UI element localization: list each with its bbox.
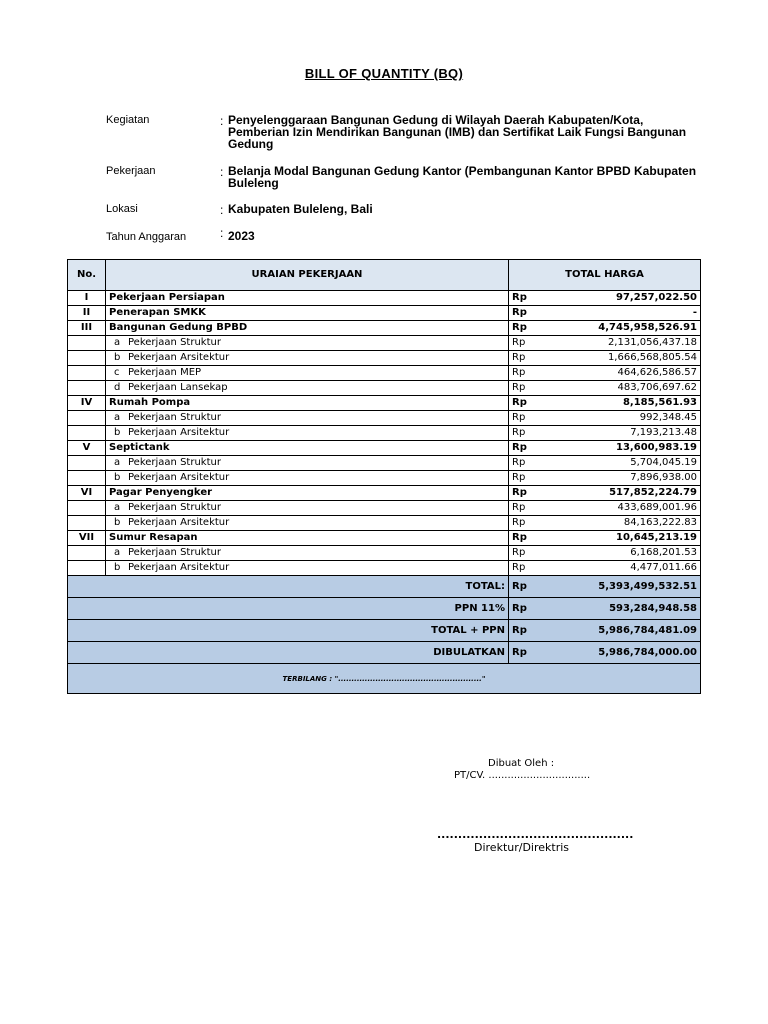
row-currency: Rp: [509, 531, 529, 546]
summary-amount: 5,393,499,532.51: [529, 576, 701, 598]
table-row: [68, 531, 701, 546]
row-letter: d: [114, 382, 121, 393]
row-description-text: Pekerjaan Persiapan: [109, 292, 225, 303]
row-currency: Rp: [509, 336, 529, 351]
row-letter: a: [114, 412, 121, 423]
row-number: [68, 366, 106, 381]
row-description: [106, 531, 509, 546]
row-description-text: Pekerjaan Struktur: [128, 412, 221, 423]
header-no: No.: [68, 260, 106, 291]
row-description: [106, 486, 509, 501]
row-description: [106, 411, 509, 426]
info-value: Belanja Modal Bangunan Gedung Kantor (Pembangunan Kantor BPBD Kabupaten Buleleng: [228, 164, 697, 190]
table-row: [68, 321, 701, 336]
summary-currency: Rp: [509, 620, 529, 642]
row-amount: 433,689,001.96: [529, 501, 701, 516]
row-currency: Rp: [509, 426, 529, 441]
summary-amount: 5,986,784,000.00: [529, 642, 701, 664]
table-row: [68, 381, 701, 396]
row-description-text: Pagar Penyengker: [109, 487, 213, 498]
info-value: 2023: [228, 229, 255, 243]
row-description: [106, 546, 509, 561]
row-description-text: Pekerjaan Lansekap: [128, 382, 228, 393]
table-row: [68, 471, 701, 486]
table-row: [68, 441, 701, 456]
row-description-text: Pekerjaan Arsitektur: [128, 517, 230, 528]
company-line: PT/CV. ................................: [454, 770, 591, 781]
row-number: II: [68, 306, 106, 321]
table-row: [68, 546, 701, 561]
row-number: [68, 471, 106, 486]
info-label: Kegiatan: [106, 114, 150, 126]
row-letter: a: [114, 337, 121, 348]
row-number: [68, 381, 106, 396]
row-description: [106, 381, 509, 396]
row-currency: Rp: [509, 516, 529, 531]
row-description-text: Pekerjaan Arsitektur: [128, 562, 230, 573]
table-row: [68, 291, 701, 306]
row-amount: 483,706,697.62: [529, 381, 701, 396]
row-description-text: Pekerjaan Struktur: [128, 457, 221, 468]
row-letter: b: [114, 562, 121, 573]
row-currency: Rp: [509, 561, 529, 576]
row-currency: Rp: [509, 501, 529, 516]
table-row: [68, 501, 701, 516]
info-value: Kabupaten Buleleng, Bali: [228, 202, 373, 216]
row-amount: 84,163,222.83: [529, 516, 701, 531]
table-row: [68, 516, 701, 531]
terbilang-text: TERBILANG : "......................................................": [68, 664, 701, 694]
row-description: [106, 516, 509, 531]
row-description: [106, 336, 509, 351]
row-currency: Rp: [509, 291, 529, 306]
row-description: [106, 501, 509, 516]
summary-currency: Rp: [509, 576, 529, 598]
row-description: [106, 321, 509, 336]
summary-amount: 593,284,948.58: [529, 598, 701, 620]
table-row: [68, 561, 701, 576]
table-row: [68, 336, 701, 351]
row-description-text: Penerapan SMKK: [109, 307, 206, 318]
row-description: [106, 426, 509, 441]
row-amount: 13,600,983.19: [529, 441, 701, 456]
row-letter: c: [114, 367, 120, 378]
summary-label: DIBULATKAN: [68, 642, 509, 664]
row-description: [106, 366, 509, 381]
row-number: [68, 561, 106, 576]
summary-currency: Rp: [509, 642, 529, 664]
summary-amount: 5,986,784,481.09: [529, 620, 701, 642]
row-description: [106, 351, 509, 366]
terbilang-row: [68, 664, 701, 694]
row-description-text: Pekerjaan Struktur: [128, 337, 221, 348]
header-uraian: URAIAN PEKERJAAN: [106, 260, 509, 291]
row-number: [68, 516, 106, 531]
row-amount: 6,168,201.53: [529, 546, 701, 561]
row-number: [68, 546, 106, 561]
table-row: [68, 366, 701, 381]
row-amount: 7,193,213.48: [529, 426, 701, 441]
summary-row: [68, 642, 701, 664]
summary-label: TOTAL:: [68, 576, 509, 598]
row-number: [68, 501, 106, 516]
table-row: [68, 411, 701, 426]
summary-row: [68, 576, 701, 598]
row-amount: 4,745,958,526.91: [529, 321, 701, 336]
row-currency: Rp: [509, 321, 529, 336]
summary-label: PPN 11%: [68, 598, 509, 620]
row-letter: a: [114, 502, 121, 513]
row-currency: Rp: [509, 456, 529, 471]
row-amount: -: [529, 306, 701, 321]
row-letter: b: [114, 352, 121, 363]
row-description: [106, 396, 509, 411]
table-header: [68, 260, 701, 291]
row-description-text: Bangunan Gedung BPBD: [109, 322, 248, 333]
row-currency: Rp: [509, 471, 529, 486]
summary-row: [68, 598, 701, 620]
row-amount: 2,131,056,437.18: [529, 336, 701, 351]
row-letter: a: [114, 547, 121, 558]
row-description-text: Pekerjaan Arsitektur: [128, 352, 230, 363]
table-row: [68, 456, 701, 471]
table-row: [68, 426, 701, 441]
info-value: Penyelenggaraan Bangunan Gedung di Wilayah Daerah Kabupaten/Kota, Pemberian Izin Mendirikan Bangunan (IMB) dan Sertifikat Laik Fungsi Bangunan Gedung: [228, 113, 687, 151]
row-description-text: Septictank: [109, 442, 170, 453]
row-number: V: [68, 441, 106, 456]
row-number: IV: [68, 396, 106, 411]
row-amount: 10,645,213.19: [529, 531, 701, 546]
row-amount: 97,257,022.50: [529, 291, 701, 306]
signatory-role: Direktur/Direktris: [474, 841, 570, 854]
signature-line: ...............................................: [437, 828, 634, 841]
row-description-text: Rumah Pompa: [109, 397, 191, 408]
row-amount: 7,896,938.00: [529, 471, 701, 486]
row-currency: Rp: [509, 411, 529, 426]
row-currency: Rp: [509, 366, 529, 381]
row-amount: 4,477,011.66: [529, 561, 701, 576]
row-currency: Rp: [509, 381, 529, 396]
row-description-text: Pekerjaan Struktur: [128, 502, 221, 513]
bq-table: [67, 259, 701, 694]
table-row: [68, 306, 701, 321]
row-description: [106, 456, 509, 471]
row-currency: Rp: [509, 546, 529, 561]
info-label: Tahun Anggaran: [106, 231, 187, 243]
table-row: [68, 486, 701, 501]
row-letter: a: [114, 457, 121, 468]
row-number: [68, 426, 106, 441]
row-amount: 1,666,568,805.54: [529, 351, 701, 366]
row-number: [68, 336, 106, 351]
row-number: [68, 411, 106, 426]
row-letter: b: [114, 517, 121, 528]
row-number: [68, 351, 106, 366]
row-amount: 464,626,586.57: [529, 366, 701, 381]
row-description-text: Pekerjaan Struktur: [128, 547, 221, 558]
row-description: [106, 441, 509, 456]
table-row: [68, 351, 701, 366]
row-number: III: [68, 321, 106, 336]
row-number: VII: [68, 531, 106, 546]
info-label: Pekerjaan: [106, 165, 156, 177]
row-description-text: Sumur Resapan: [109, 532, 198, 543]
row-currency: Rp: [509, 306, 529, 321]
row-currency: Rp: [509, 486, 529, 501]
row-description: [106, 306, 509, 321]
row-description-text: Pekerjaan MEP: [128, 367, 202, 378]
row-description: [106, 291, 509, 306]
info-label: Lokasi: [106, 203, 138, 215]
row-amount: 992,348.45: [529, 411, 701, 426]
row-letter: b: [114, 472, 121, 483]
row-description-text: Pekerjaan Arsitektur: [128, 427, 230, 438]
row-amount: 8,185,561.93: [529, 396, 701, 411]
row-letter: b: [114, 427, 121, 438]
row-amount: 517,852,224.79: [529, 486, 701, 501]
row-currency: Rp: [509, 441, 529, 456]
table-row: [68, 396, 701, 411]
made-by-label: Dibuat Oleh :: [488, 758, 555, 769]
row-description: [106, 471, 509, 486]
summary-label: TOTAL + PPN: [68, 620, 509, 642]
summary-row: [68, 620, 701, 642]
summary-currency: Rp: [509, 598, 529, 620]
document-title: BILL OF QUANTITY (BQ): [304, 66, 464, 81]
row-number: VI: [68, 486, 106, 501]
row-number: I: [68, 291, 106, 306]
row-amount: 5,704,045.19: [529, 456, 701, 471]
row-description: [106, 561, 509, 576]
row-number: [68, 456, 106, 471]
header-total-harga: TOTAL HARGA: [509, 260, 701, 291]
row-description-text: Pekerjaan Arsitektur: [128, 472, 230, 483]
row-currency: Rp: [509, 351, 529, 366]
row-currency: Rp: [509, 396, 529, 411]
